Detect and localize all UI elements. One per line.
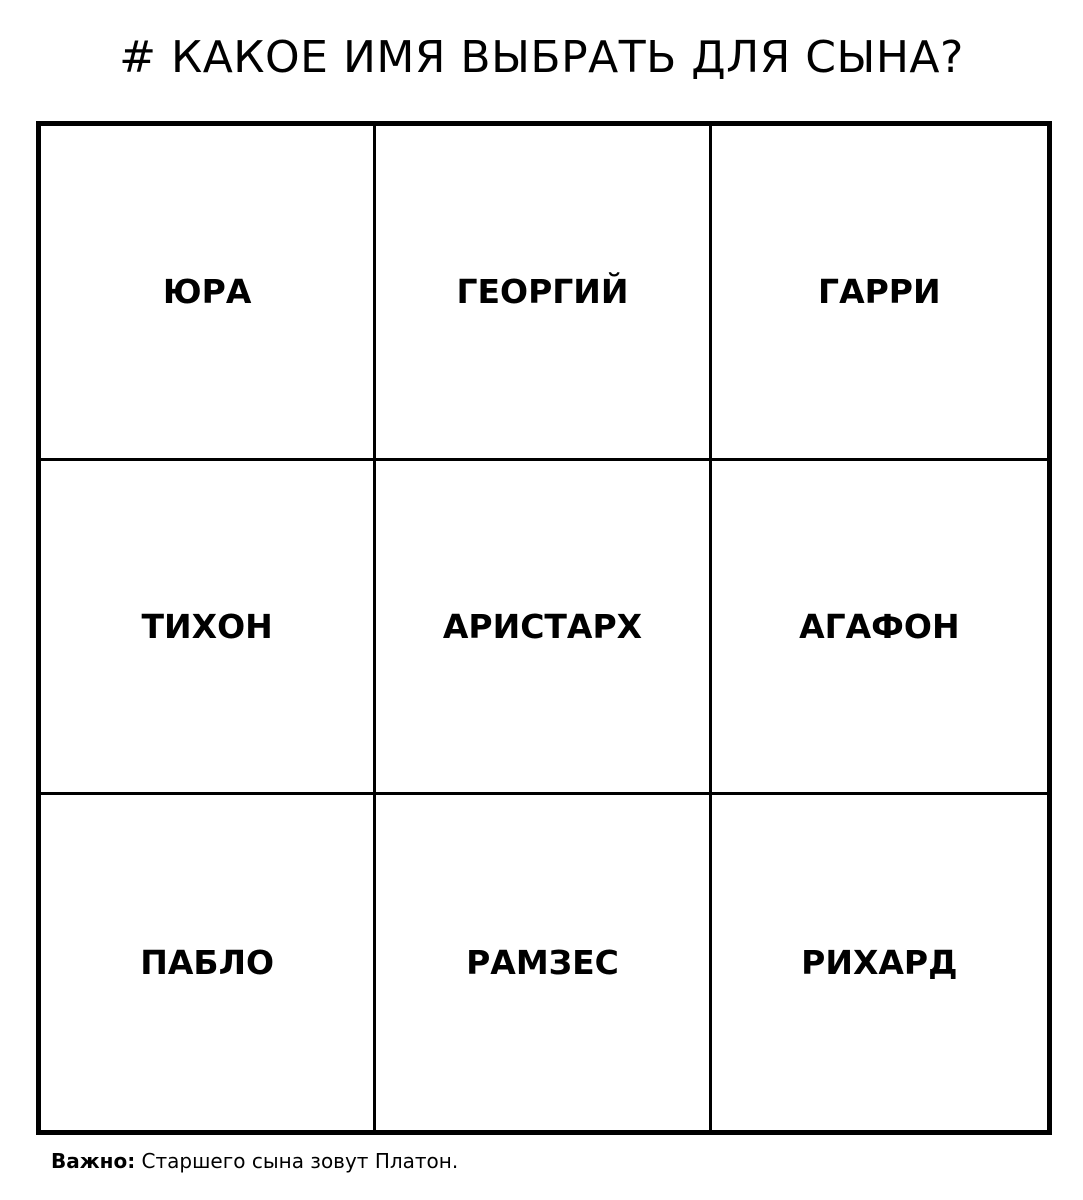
name-cell-2 bbox=[376, 126, 711, 461]
name-cell-5 bbox=[376, 461, 711, 796]
name-label: РАМЗЕС bbox=[466, 943, 619, 983]
name-cell-6 bbox=[712, 461, 1047, 796]
footnote-label: Важно: bbox=[51, 1149, 136, 1173]
names-grid bbox=[36, 121, 1052, 1135]
name-cell-8 bbox=[376, 795, 711, 1130]
page-title: # КАКОЕ ИМЯ ВЫБРАТЬ ДЛЯ СЫНА? bbox=[119, 32, 964, 83]
name-label: РИХАРД bbox=[801, 943, 958, 983]
name-cell-3 bbox=[712, 126, 1047, 461]
name-label: ПАБЛО bbox=[140, 943, 275, 983]
name-label: АРИСТАРХ bbox=[442, 606, 643, 646]
name-label: ТИХОН bbox=[141, 606, 273, 646]
name-label: АГАФОН bbox=[799, 606, 960, 646]
footnote-text: Старшего сына зовут Платон. bbox=[135, 1149, 459, 1173]
name-label: ГАРРИ bbox=[818, 272, 941, 312]
name-cell-1 bbox=[41, 126, 376, 461]
name-label: ЮРА bbox=[162, 272, 252, 312]
name-cell-9 bbox=[712, 795, 1047, 1130]
name-cell-4 bbox=[41, 461, 376, 796]
name-label: ГЕОРГИЙ bbox=[456, 272, 629, 312]
footnote bbox=[51, 1146, 458, 1176]
name-cell-7 bbox=[41, 795, 376, 1130]
